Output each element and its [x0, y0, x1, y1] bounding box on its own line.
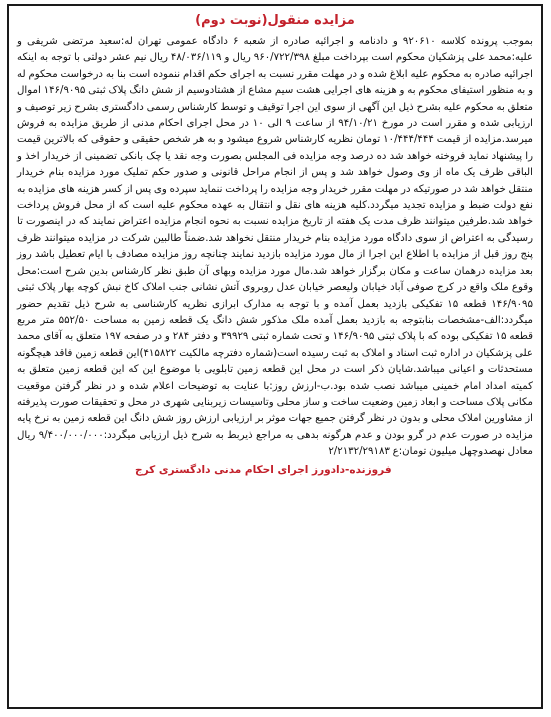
notice-title: مزایده منقول(نوبت دوم): [195, 13, 355, 28]
notice-frame: [7, 4, 543, 709]
notice-signature: فروزنده-دادورز اجرای احکام مدنی دادگستری کرج: [135, 463, 392, 476]
notice-body: بموجب پرونده کلاسه ۹۲۰۶۱۰ و دادنامه و اجرائیه صادره از شعبه ۶ دادگاه عمومی تهران له:سعید مرتضی شریفی و علیه:محمد علی پزشکیان محکوم است بپرداخت مبلغ ۹۶۰/۷۲۲/۳۹۸ ریال و ۴۸/۰۳۶/۱۱۹ ریال نیم عشر دولتی با توجه به اینکه اجرائیه صادره به محکوم علیه ابلاغ شده و در مهلت مقرر نسبت به اجرای حکم اقدام ننموده است بنا به درخواست محکوم له و به منظور استیفای محکوم به و هزینه های اجرایی هشت سیم مشاع از هشتادوسیم از شش دانگ پلاک ثبتی ۱۴۶/۹۰۹۵ اموال متعلق به محکوم علیه بشرح ذیل این آگهی از سوی این اجرا توقیف و توسط کارشناس رسمی دادگستری بشرح زیر توصیف و ارزیابی شده و مقرر است در مورخ ۹۴/۱۰/۲۱ از ساعت ۹ الی ۱۰ در محل اجرای احکام مدنی از طریق مزایده به فروش میرسد.مزایده از قیمت ۱۰/۴۴۴/۴۴۴ تومان نظریه کارشناس شروع میشود و به هر شخص حقیقی و حقوقی که بالاترین قیمت را پیشنهاد نماید فروخته خواهد شد ده درصد وجه مزایده فی المجلس بصورت وجه نقد یا چک بانکی تضمینی از خریدار اخذ و الباقی ظرف یک ماه از وی وصول خواهد شد و پس از انجام مراحل قانونی و صدور حکم تملیک مورد مزایده بنام خریدار منتقل خواهد شد در صورتیکه در مهلت مقرر خریدار وجه مزایده را پرداخت ننماید سپرده وی پس از کسر هزینه های مزایده به نفع دولت ضبط و مزایده تجدید میگردد.کلیه هزینه های نقل و انتقال به عهده محکوم علیه است که از محل فروش پرداخت خواهد شد.طرفین میتوانند ظرف مدت یک هفته از تاریخ مزایده نسبت به نحوه انجام مزایده اعتراض نمایند که در اینصورت تا رسیدگی به اعتراض از سوی دادگاه مورد مزایده بنام خریدار منتقل نخواهد شد.ضمناً طالبین شرکت در مزایده میتوانند ظرف پنج روز قبل از مزایده با اطلاع این اجرا از مال مورد مزایده بازدید نمایند چنانچه روز مزایده مصادف با ایام تعطیل باشد روز بعد مزایده درهمان ساعت و مکان برگزار خواهد شد.مال مورد مزایده وبهای آن طبق نظر کارشناس بدین شرح است:محل وقوع ملک واقع در کرج صوفی آباد خیابان ولیعصر خیابان عدل روبروی آتش نشانی جنب املاک کاخ نبش کوچه بهار پلاک ثبتی ۱۴۶/۹۰۹۵ قطعه ۱۵ تفکیکی بازدید بعمل آمده و با توجه به مدارک ابرازی نظریه کارشناسی به شرح ذیل تقدیم حضور میگردد:الف-مشخصات بنابتوجه به بازدید بعمل آمده ملک مذکور شش دانگ یک قطعه زمین به مساحت ۵۵۲/۵۰ متر مربع قطعه ۱۵ تفکیکی بوده که با پلاک ثبتی ۱۴۶/۹۰۹۵ و تحت شماره ثبتی ۳۹۹۲۹ و دفتر ۲۸۴ و در صفحه ۱۹۷ متعلق به آقای محمد علی پزشکیان در اداره ثبت اسناد و املاک به ثبت رسیده است(شماره دفترچه مالکیت ۴۱۵۸۲۲)این قطعه زمین فاقد هیچگونه مستحدثات و اعیانی میباشد.شایان ذکر است در محل این قطعه زمین تابلویی با موضوع این که این قطعه زمین متعلق به کمیته امداد امام خمینی میباشد نصب شده بود.ب-ارزش روز:با عنایت به توضیحات اعلام شده و در نظر گرفتن موقعیت مکانی پلاک مساحت و ابعاد زمین وضعیت ساخت و ساز محلی وتاسیسات زیربنایی شهری در محل و تحقیقات صورت پذیرفته از مشاورین املاک محلی و بدون در نظر گرفتن جمیع جهات موثر بر ارزیابی ارزش روز شش دانگ این قطعه زمین به نرخ پایه مزایده در صورت عدم در گرو بودن و عدم هرگونه بدهی به مراجع ذیربط به شرح ذیل ارزیابی میگردد:۹/۴۰۰/۰۰۰/۰۰۰ ریال معادل نهصدوچهل میلیون تومان:ع ۲/۲۱۳۲/۲۹۱۸۳: [17, 36, 534, 458]
